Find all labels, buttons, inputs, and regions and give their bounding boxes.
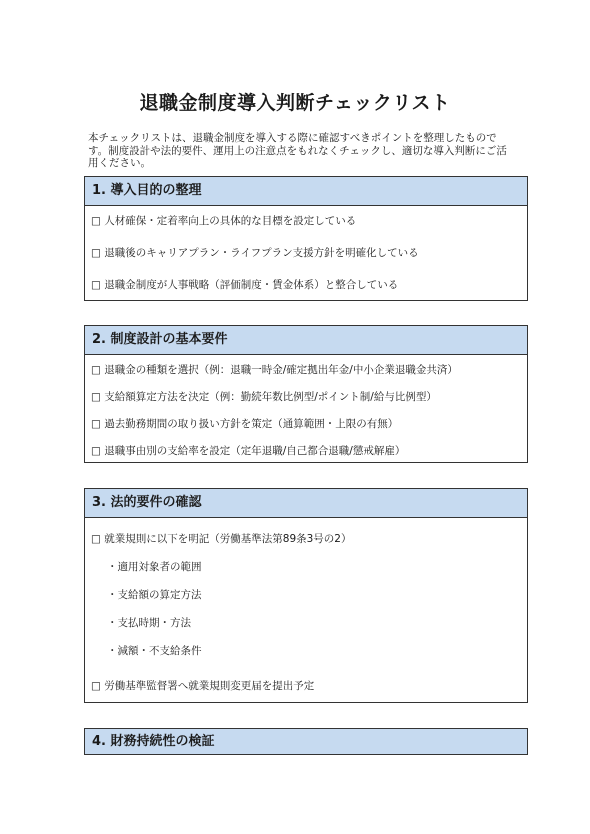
checklist-item[interactable]: □ 支給額算定方法を決定（例：勤続年数比例型/ポイント制/給与比例型）: [91, 391, 437, 403]
section-financial-sustainability: [84, 728, 528, 755]
section-heading: 2. 制度設計の基本要件: [85, 326, 527, 355]
bullet-item: ・支払時期・方法: [107, 617, 191, 629]
section-heading: 1. 導入目的の整理: [85, 177, 527, 206]
page-title: 退職金制度導入判断チェックリスト: [139, 92, 451, 114]
intro-line: 用ください。: [88, 157, 151, 169]
section-design-requirements: [84, 325, 528, 463]
checklist-item[interactable]: □ 人材確保・定着率向上の具体的な目標を設定している: [91, 215, 357, 227]
intro-paragraph: [88, 132, 526, 170]
checklist-item[interactable]: □ 労働基準監督署へ就業規則変更届を提出予定: [91, 680, 315, 692]
section-heading: 3. 法的要件の確認: [85, 489, 527, 518]
section-heading: 4. 財務持続性の検証: [85, 729, 527, 754]
section-legal-requirements: [84, 488, 528, 703]
bullet-item: ・適用対象者の範囲: [107, 561, 202, 573]
checklist-item[interactable]: □ 就業規則に以下を明記（労働基準法第89条3号の2）: [91, 533, 352, 545]
intro-line: 本チェックリストは、退職金制度を導入する際に確認すべきポイントを整理したもので: [88, 132, 497, 144]
section-purpose: [84, 176, 528, 301]
checklist-item[interactable]: □ 退職金の種類を選択（例：退職一時金/確定拠出年金/中小企業退職金共済）: [91, 364, 458, 376]
bullet-item: ・減額・不支給条件: [107, 645, 202, 657]
checklist-item[interactable]: □ 過去勤務期間の取り扱い方針を策定（通算範囲・上限の有無）: [91, 418, 399, 430]
bullet-item: ・支給額の算定方法: [107, 589, 202, 601]
intro-line: す。制度設計や法的要件、運用上の注意点をもれなくチェックし、適切な導入判断にご活: [88, 144, 507, 157]
checklist-item[interactable]: □ 退職事由別の支給率を設定（定年退職/自己都合退職/懲戒解雇）: [91, 445, 406, 457]
checklist-item[interactable]: □ 退職後のキャリアプラン・ライフプラン支援方針を明確化している: [91, 247, 419, 259]
checklist-item[interactable]: □ 退職金制度が人事戦略（評価制度・賃金体系）と整合している: [91, 279, 399, 291]
